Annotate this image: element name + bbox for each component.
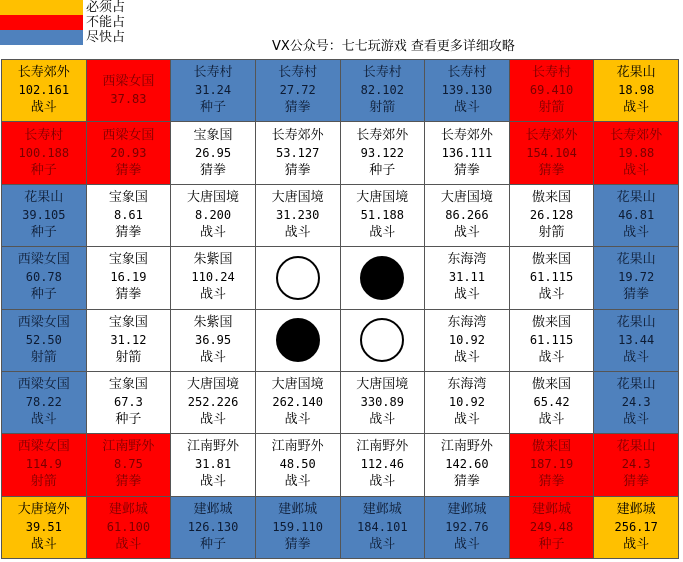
- board-cell: [341, 497, 426, 559]
- cell-name: 大唐国境: [271, 377, 324, 393]
- cell-name: 长寿郊外: [610, 127, 663, 143]
- cell-action: 战斗: [623, 162, 650, 178]
- board-cell: [425, 434, 510, 496]
- board-cell: [341, 247, 426, 309]
- cell-action: 射箭: [30, 349, 57, 365]
- cell-numbers: 27.72: [279, 83, 316, 98]
- cell-action: 战斗: [623, 412, 650, 428]
- board-cell: [171, 310, 256, 372]
- board-cell: [510, 497, 595, 559]
- board-cell: [171, 247, 256, 309]
- cell-name: 花果山: [616, 65, 656, 81]
- cell-numbers: 48.50: [279, 457, 316, 472]
- cell-name: 大唐国境: [187, 189, 240, 205]
- cell-name: 西梁女国: [102, 127, 155, 143]
- cell-name: 花果山: [616, 314, 656, 330]
- cell-name: 傲来国: [532, 439, 572, 455]
- cell-action: 种子: [200, 536, 227, 552]
- cell-name: 大唐国境: [440, 189, 493, 205]
- cell-action: 战斗: [30, 412, 57, 428]
- cell-name: 西梁女国: [17, 314, 70, 330]
- cell-name: 大唐境外: [17, 501, 70, 517]
- cell-name: 西梁女国: [17, 439, 70, 455]
- cell-name: 宝象国: [108, 377, 148, 393]
- cell-name: 大唐国境: [187, 377, 240, 393]
- cell-numbers: 31.11: [448, 270, 485, 285]
- cell-action: 猜拳: [623, 287, 650, 303]
- cell-numbers: 78.22: [25, 395, 62, 410]
- board-cell: [425, 185, 510, 247]
- board-cell: [87, 60, 172, 122]
- cell-name: 长寿村: [278, 65, 318, 81]
- board-cell: [594, 434, 679, 496]
- cell-action: 战斗: [623, 100, 650, 116]
- cell-numbers: 31.24: [195, 83, 232, 98]
- cell-action: 战斗: [538, 349, 565, 365]
- board-cell: [510, 372, 595, 434]
- board-cell: [87, 434, 172, 496]
- cell-name: 建邺城: [193, 501, 233, 517]
- cell-action: 猜拳: [284, 100, 311, 116]
- legend-swatch-blue: [0, 30, 83, 45]
- cell-action: 战斗: [369, 224, 396, 240]
- cell-numbers: 256.17: [614, 519, 658, 534]
- cell-numbers: 86.266: [445, 207, 489, 222]
- cell-numbers: 154.104: [526, 145, 577, 160]
- cell-numbers: 8.75: [113, 457, 143, 472]
- cell-action: 种子: [369, 162, 396, 178]
- board-cell: [2, 247, 87, 309]
- legend-label: 不能占: [86, 15, 126, 30]
- cell-name: 东海湾: [447, 314, 487, 330]
- cell-name: 东海湾: [447, 377, 487, 393]
- cell-numbers: 249.48: [529, 519, 574, 534]
- cell-numbers: 31.81: [195, 457, 232, 472]
- cell-name: 江南野外: [102, 439, 155, 455]
- cell-numbers: 114.9: [25, 457, 62, 472]
- legend-swatch-red: [0, 15, 83, 30]
- cell-name: 大唐国境: [356, 377, 409, 393]
- cell-numbers: 36.95: [195, 332, 232, 347]
- cell-numbers: 100.188: [18, 145, 70, 160]
- cell-numbers: 26.128: [529, 207, 574, 222]
- cell-numbers: 61.100: [106, 519, 151, 534]
- board-cell: [594, 247, 679, 309]
- cell-numbers: 19.88: [618, 145, 655, 160]
- cell-numbers: 67.3: [113, 395, 143, 410]
- cell-action: 猜拳: [284, 536, 311, 552]
- black-stone-icon: [276, 318, 320, 362]
- board-cell: [341, 310, 426, 372]
- cell-action: 战斗: [200, 287, 227, 303]
- board-cell: [256, 372, 341, 434]
- cell-name: 花果山: [616, 377, 656, 393]
- cell-name: 花果山: [616, 439, 656, 455]
- cell-numbers: 10.92: [448, 332, 485, 347]
- board-cell: [2, 122, 87, 184]
- cell-name: 长寿郊外: [17, 65, 70, 81]
- cell-name: 宝象国: [108, 189, 148, 205]
- board-cell: [256, 434, 341, 496]
- cell-action: 射箭: [538, 224, 565, 240]
- cell-numbers: 112.46: [360, 457, 404, 472]
- cell-name: 朱紫国: [193, 252, 233, 268]
- cell-name: 宝象国: [108, 314, 148, 330]
- cell-action: 猜拳: [453, 162, 480, 178]
- board-cell: [171, 60, 256, 122]
- board-cell: [425, 372, 510, 434]
- cell-numbers: 82.102: [360, 83, 404, 98]
- board-cell: [510, 60, 595, 122]
- cell-action: 战斗: [30, 536, 57, 552]
- cell-numbers: 46.81: [618, 207, 655, 222]
- board-cell: [425, 247, 510, 309]
- cell-name: 长寿村: [362, 65, 402, 81]
- cell-numbers: 187.19: [529, 457, 574, 472]
- cell-action: 种子: [538, 536, 565, 552]
- cell-action: 战斗: [369, 412, 396, 428]
- cell-name: 花果山: [616, 252, 656, 268]
- board-cell: [256, 185, 341, 247]
- cell-action: 战斗: [453, 287, 480, 303]
- cell-numbers: 61.115: [529, 332, 574, 347]
- cell-numbers: 13.44: [618, 332, 655, 347]
- board-cell: [341, 122, 426, 184]
- cell-numbers: 110.24: [191, 270, 235, 285]
- board-cell: [256, 497, 341, 559]
- cell-name: 建邺城: [108, 501, 148, 517]
- cell-action: 战斗: [623, 224, 650, 240]
- cell-numbers: 26.95: [195, 145, 232, 160]
- cell-action: 猜拳: [284, 162, 311, 178]
- cell-action: 猜拳: [115, 162, 142, 178]
- cell-action: 种子: [115, 412, 142, 428]
- cell-action: 种子: [30, 287, 57, 303]
- cell-numbers: 65.42: [533, 395, 570, 410]
- cell-numbers: 159.110: [272, 519, 323, 534]
- cell-action: 战斗: [200, 349, 227, 365]
- cell-action: 猜拳: [538, 162, 565, 178]
- cell-name: 长寿郊外: [440, 127, 493, 143]
- board-cell: [2, 497, 87, 559]
- cell-numbers: 61.115: [529, 270, 574, 285]
- cell-name: 江南野外: [440, 439, 493, 455]
- cell-name: 长寿村: [532, 65, 572, 81]
- cell-numbers: 8.61: [113, 207, 143, 222]
- legend-label: 必须占: [86, 0, 126, 15]
- board-cell: [171, 122, 256, 184]
- board-cell: [87, 310, 172, 372]
- cell-action: 战斗: [284, 474, 311, 490]
- board-cell: [171, 372, 256, 434]
- board-cell: [425, 122, 510, 184]
- cell-name: 西梁女国: [17, 377, 70, 393]
- cell-action: 战斗: [369, 536, 396, 552]
- cell-action: 战斗: [200, 224, 227, 240]
- cell-numbers: 330.89: [360, 395, 404, 410]
- board-cell: [341, 434, 426, 496]
- cell-numbers: 139.130: [441, 83, 493, 98]
- cell-name: 建邺城: [532, 501, 572, 517]
- board-cell: [2, 310, 87, 372]
- cell-action: 猜拳: [200, 162, 227, 178]
- board-cell: [341, 60, 426, 122]
- cell-name: 西梁女国: [102, 74, 155, 90]
- cell-numbers: 16.19: [110, 270, 147, 285]
- board-cell: [87, 372, 172, 434]
- cell-name: 长寿郊外: [356, 127, 409, 143]
- board-cell: [510, 247, 595, 309]
- cell-name: 建邺城: [278, 501, 318, 517]
- board-cell: [510, 185, 595, 247]
- cell-name: 傲来国: [532, 189, 572, 205]
- cell-numbers: 18.98: [618, 83, 655, 98]
- cell-action: 战斗: [453, 224, 480, 240]
- cell-numbers: 184.101: [357, 519, 408, 534]
- board-cell: [594, 372, 679, 434]
- board-cell: [594, 497, 679, 559]
- cell-name: 西梁女国: [17, 252, 70, 268]
- cell-name: 朱紫国: [193, 314, 233, 330]
- board-cell: [171, 185, 256, 247]
- board-cell: [2, 372, 87, 434]
- cell-numbers: 69.410: [529, 83, 574, 98]
- cell-numbers: 31.230: [276, 207, 320, 222]
- cell-action: 射箭: [369, 100, 396, 116]
- board-grid: [1, 59, 679, 559]
- cell-numbers: 51.188: [360, 207, 404, 222]
- cell-numbers: 37.83: [110, 92, 147, 107]
- cell-name: 长寿村: [447, 65, 487, 81]
- cell-action: 战斗: [284, 412, 311, 428]
- cell-action: 战斗: [200, 474, 227, 490]
- board-cell: [171, 497, 256, 559]
- cell-action: 射箭: [538, 100, 565, 116]
- board-cell: [256, 122, 341, 184]
- cell-name: 大唐国境: [271, 189, 324, 205]
- board-cell: [594, 60, 679, 122]
- board-cell: [510, 434, 595, 496]
- cell-numbers: 192.76: [445, 519, 489, 534]
- source-note: VX公众号：七七玩游戏 查看更多详细攻略: [272, 39, 515, 54]
- board-cell: [594, 310, 679, 372]
- cell-name: 傲来国: [532, 377, 572, 393]
- board-cell: [594, 122, 679, 184]
- cell-numbers: 262.140: [272, 395, 323, 410]
- cell-action: 战斗: [623, 349, 650, 365]
- board-cell: [510, 122, 595, 184]
- board-cell: [2, 185, 87, 247]
- cell-numbers: 10.92: [448, 395, 485, 410]
- board-cell: [2, 434, 87, 496]
- cell-action: 战斗: [453, 100, 480, 116]
- cell-name: 长寿村: [24, 127, 64, 143]
- cell-name: 长寿郊外: [525, 127, 578, 143]
- cell-numbers: 136.111: [441, 145, 493, 160]
- board-cell: [425, 310, 510, 372]
- cell-name: 江南野外: [187, 439, 240, 455]
- cell-name: 建邺城: [616, 501, 656, 517]
- cell-name: 花果山: [24, 189, 64, 205]
- black-stone-icon: [360, 256, 404, 300]
- board-cell: [594, 185, 679, 247]
- cell-numbers: 24.3: [621, 395, 651, 410]
- cell-numbers: 24.3: [621, 457, 651, 472]
- cell-action: 猜拳: [115, 474, 142, 490]
- cell-action: 战斗: [538, 412, 565, 428]
- legend-swatch-yellow: [0, 0, 83, 15]
- cell-name: 傲来国: [532, 314, 572, 330]
- cell-action: 射箭: [115, 349, 142, 365]
- cell-numbers: 39.51: [25, 519, 62, 534]
- cell-action: 种子: [200, 100, 227, 116]
- cell-action: 战斗: [284, 224, 311, 240]
- cell-action: 射箭: [30, 474, 57, 490]
- cell-action: 战斗: [538, 287, 565, 303]
- cell-name: 建邺城: [362, 501, 402, 517]
- board-cell: [256, 310, 341, 372]
- board-cell: [256, 247, 341, 309]
- cell-action: 战斗: [200, 412, 227, 428]
- board-cell: [425, 497, 510, 559]
- cell-numbers: 142.60: [445, 457, 489, 472]
- cell-action: 战斗: [30, 100, 57, 116]
- cell-numbers: 39.105: [22, 207, 66, 222]
- cell-numbers: 19.72: [618, 270, 655, 285]
- cell-numbers: 60.78: [25, 270, 62, 285]
- cell-action: 猜拳: [115, 224, 142, 240]
- cell-numbers: 52.50: [25, 332, 62, 347]
- cell-name: 建邺城: [447, 501, 487, 517]
- cell-action: 猜拳: [623, 474, 650, 490]
- white-stone-icon: [360, 318, 404, 362]
- board-cell: [171, 434, 256, 496]
- legend-label: 尽快占: [86, 30, 126, 45]
- cell-name: 宝象国: [108, 252, 148, 268]
- cell-action: 战斗: [623, 536, 650, 552]
- board-cell: [341, 185, 426, 247]
- cell-action: 种子: [30, 162, 57, 178]
- cell-numbers: 93.122: [360, 145, 404, 160]
- board-cell: [341, 372, 426, 434]
- cell-action: 战斗: [115, 536, 142, 552]
- cell-name: 宝象国: [193, 127, 233, 143]
- board-cell: [87, 185, 172, 247]
- cell-action: 战斗: [369, 474, 396, 490]
- cell-name: 大唐国境: [356, 189, 409, 205]
- board-cell: [87, 122, 172, 184]
- cell-action: 战斗: [453, 536, 480, 552]
- board-cell: [425, 60, 510, 122]
- cell-name: 长寿郊外: [271, 127, 324, 143]
- board-cell: [87, 247, 172, 309]
- cell-numbers: 31.12: [110, 332, 147, 347]
- cell-numbers: 102.161: [18, 83, 70, 98]
- board-cell: [87, 497, 172, 559]
- cell-numbers: 20.93: [110, 145, 147, 160]
- cell-name: 傲来国: [532, 252, 572, 268]
- board-cell: [2, 60, 87, 122]
- cell-action: 战斗: [453, 349, 480, 365]
- board-cell: [510, 310, 595, 372]
- cell-name: 东海湾: [447, 252, 487, 268]
- cell-numbers: 252.226: [187, 395, 239, 410]
- white-stone-icon: [276, 256, 320, 300]
- cell-action: 猜拳: [538, 474, 565, 490]
- cell-name: 花果山: [616, 189, 656, 205]
- cell-name: 江南野外: [271, 439, 324, 455]
- cell-action: 猜拳: [453, 474, 480, 490]
- cell-numbers: 8.200: [195, 207, 232, 222]
- cell-name: 长寿村: [193, 65, 233, 81]
- cell-numbers: 126.130: [187, 519, 239, 534]
- board-cell: [256, 60, 341, 122]
- cell-action: 战斗: [453, 412, 480, 428]
- cell-numbers: 53.127: [276, 145, 320, 160]
- cell-name: 江南野外: [356, 439, 409, 455]
- cell-action: 种子: [30, 224, 57, 240]
- cell-action: 猜拳: [115, 287, 142, 303]
